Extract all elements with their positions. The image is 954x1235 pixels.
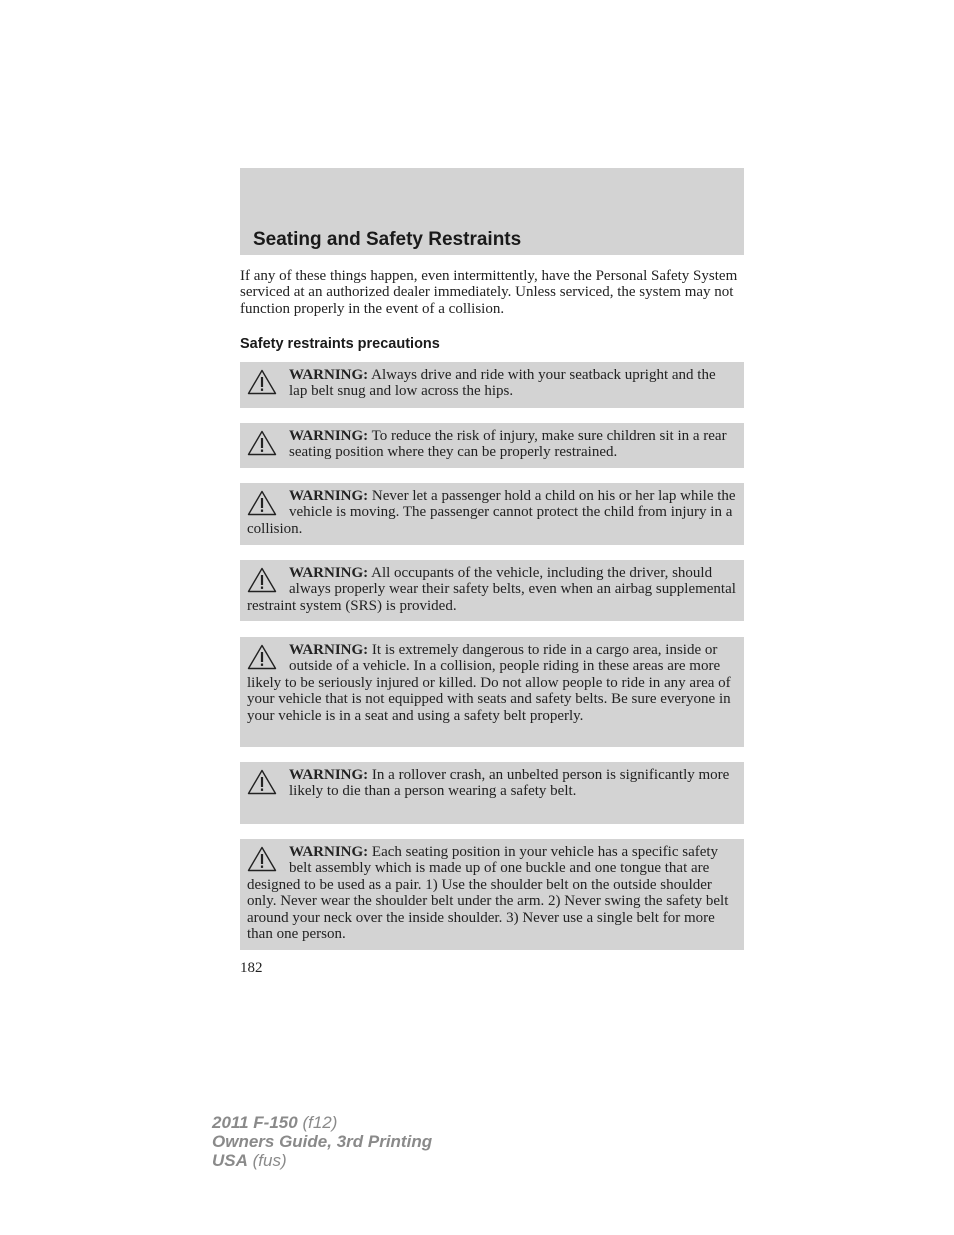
warning-box (240, 362, 744, 408)
warning-box (240, 423, 744, 468)
subheading: Safety restraints precautions (240, 336, 440, 352)
footer-model: 2011 F-150 (212, 1113, 298, 1132)
warning-text: It is extremely dangerous to ride in a cargo area, inside or outside of a vehicle. In a collision, people riding in these areas are more likely to be seriously injured or killed. Do not allow people to ride in any area of your vehicle that is not equipped with seats and safety belts. Be sure everyone in your vehicle is in a seat and using a safety belt properly. (247, 642, 731, 724)
warning-text: Each seating position in your vehicle has a specific safety belt assembly which is made up of one buckle and one tongue that are designed to be used as a pair. 1) Use the shoulder belt on the outside shoulder only. Never wear the shoulder belt under the arm. 2) Never swing the safety belt around your neck over the inside shoulder. 3) Never use a single belt for more than one person. (247, 844, 729, 943)
warning-label: WARNING: (289, 488, 369, 504)
warning-label: WARNING: (289, 367, 369, 383)
warning-text: In a rollover crash, an unbelted person is significantly more likely to die than a person wearing a safety belt. (289, 767, 730, 800)
warning-box (240, 762, 744, 824)
warning-triangle-icon (247, 769, 277, 795)
footer-market: USA (212, 1151, 248, 1170)
warning-label: WARNING: (289, 642, 369, 658)
warning-label: WARNING: (289, 565, 369, 581)
warning-box (240, 637, 744, 747)
page-number: 182 (240, 960, 263, 976)
footer-line-market (212, 1151, 432, 1170)
warning-box (240, 560, 744, 621)
warning-text: All occupants of the vehicle, including the driver, should always properly wear their safety belts, even when an airbag supplemental restraint system (SRS) is provided. (247, 565, 736, 614)
warning-text: Never let a passenger hold a child on his or her lap while the vehicle is moving. The passenger cannot protect the child from injury in a collision. (247, 488, 736, 537)
warning-box (240, 483, 744, 545)
warning-label: WARNING: (289, 767, 369, 783)
warning-text: Always drive and ride with your seatback upright and the lap belt snug and low across the hips. (289, 367, 716, 400)
section-title: Seating and Safety Restraints (253, 229, 522, 250)
document-footer (212, 1113, 432, 1170)
warning-triangle-icon (247, 430, 277, 456)
footer-line-guide (212, 1132, 432, 1151)
warning-triangle-icon (247, 644, 277, 670)
intro-paragraph: If any of these things happen, even intermittently, have the Personal Safety System serviced at an authorized dealer immediately. Unless serviced, the system may not function properly in the event of a collision. (240, 268, 738, 317)
footer-market-code: (fus) (252, 1151, 287, 1170)
warning-box (240, 839, 744, 950)
footer-line-model (212, 1113, 432, 1132)
warning-text: To reduce the risk of injury, make sure children sit in a rear seating position where they can be properly restrained. (289, 428, 727, 461)
warning-triangle-icon (247, 846, 277, 872)
section-header-band (240, 168, 744, 255)
warning-triangle-icon (247, 369, 277, 395)
warning-triangle-icon (247, 490, 277, 516)
warning-label: WARNING: (289, 428, 369, 444)
warning-triangle-icon (247, 567, 277, 593)
footer-model-code: (f12) (302, 1113, 338, 1132)
warning-label: WARNING: (289, 844, 369, 860)
footer-guide: Owners Guide, 3rd Printing (212, 1132, 433, 1151)
